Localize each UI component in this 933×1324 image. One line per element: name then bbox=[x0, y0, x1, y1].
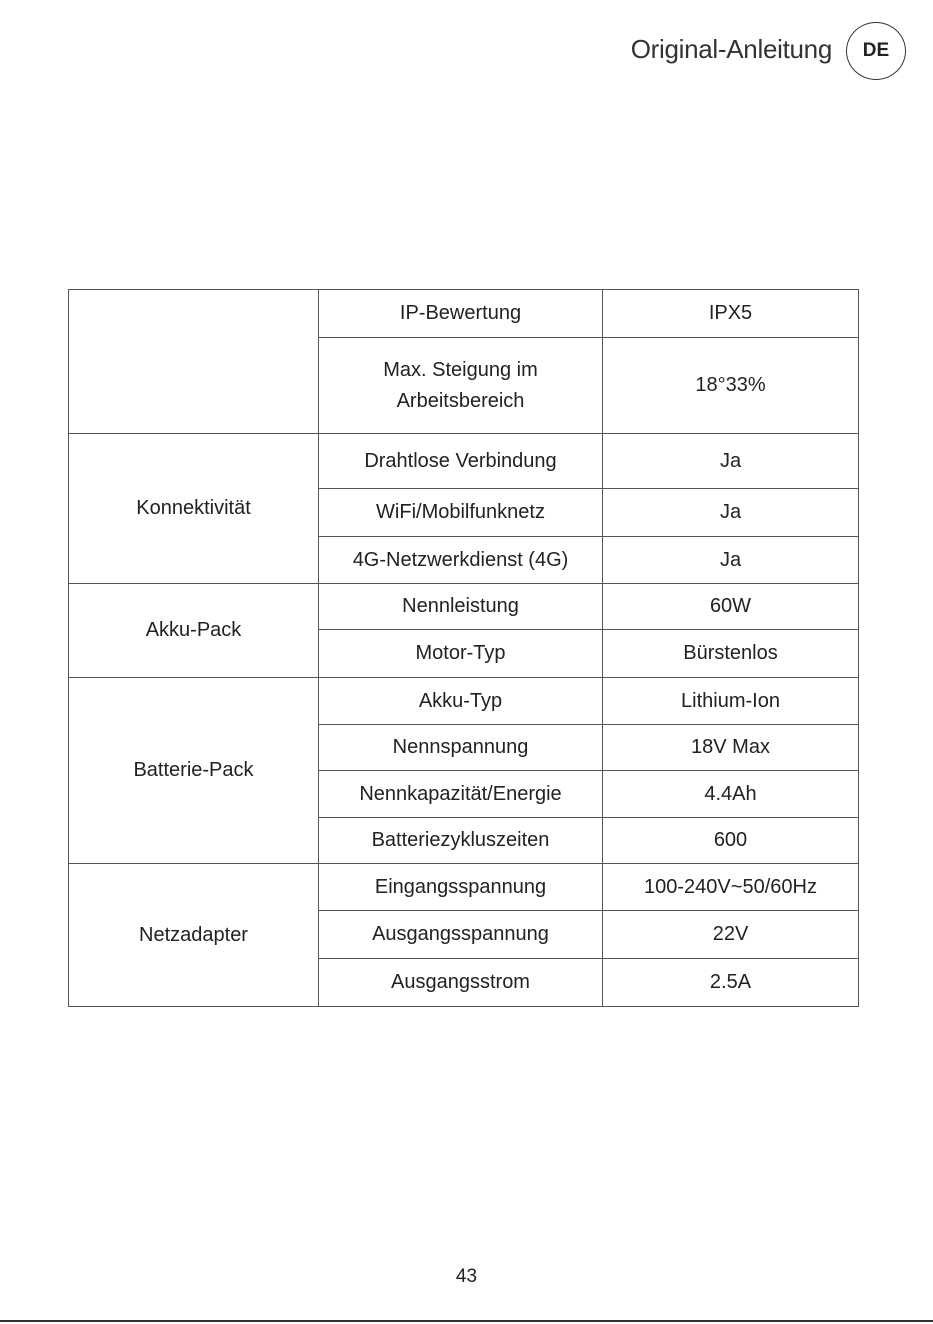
value-cell: 2.5A bbox=[603, 959, 859, 1007]
value-cell: Ja bbox=[603, 489, 859, 537]
language-badge: DE bbox=[846, 22, 906, 80]
category-cell: Netzadapter bbox=[69, 864, 319, 1007]
value-cell: 4.4Ah bbox=[603, 771, 859, 818]
property-cell: Batteriezykluszeiten bbox=[319, 818, 603, 864]
document-title: Original-Anleitung bbox=[630, 34, 832, 64]
property-cell: Ausgangsstrom bbox=[319, 959, 603, 1007]
property-cell: Motor-Typ bbox=[319, 630, 603, 678]
property-cell: Ausgangsspannung bbox=[319, 911, 603, 959]
value-cell: 18°33% bbox=[603, 338, 859, 434]
category-cell: Konnektivität bbox=[69, 434, 319, 584]
property-cell: IP-Bewertung bbox=[319, 290, 603, 338]
property-cell: Nennspannung bbox=[319, 725, 603, 771]
category-cell: Akku-Pack bbox=[69, 584, 319, 678]
spec-table bbox=[68, 289, 859, 1007]
property-cell: 4G-Netzwerkdienst (4G) bbox=[319, 537, 603, 584]
value-cell: 100-240V~50/60Hz bbox=[603, 864, 859, 911]
table-row bbox=[69, 584, 859, 630]
value-cell: Lithium-Ion bbox=[603, 678, 859, 725]
property-cell: WiFi/Mobilfunknetz bbox=[319, 489, 603, 537]
value-cell: Ja bbox=[603, 537, 859, 584]
property-cell: Eingangsspannung bbox=[319, 864, 603, 911]
category-cell bbox=[69, 290, 319, 434]
value-cell: 22V bbox=[603, 911, 859, 959]
property-cell: Akku-Typ bbox=[319, 678, 603, 725]
property-cell: Nennkapazität/Energie bbox=[319, 771, 603, 818]
property-cell: Drahtlose Verbindung bbox=[319, 434, 603, 489]
page-number: 43 bbox=[455, 1266, 478, 1287]
value-cell: IPX5 bbox=[603, 290, 859, 338]
table-row bbox=[69, 434, 859, 489]
category-cell: Batterie-Pack bbox=[69, 678, 319, 864]
value-cell: 60W bbox=[603, 584, 859, 630]
table-row bbox=[69, 290, 859, 338]
table-row bbox=[69, 678, 859, 725]
bottom-divider bbox=[0, 1320, 933, 1322]
value-cell: Bürstenlos bbox=[603, 630, 859, 678]
property-cell: Nennleistung bbox=[319, 584, 603, 630]
property-cell: Max. Steigung im Arbeitsbereich bbox=[319, 338, 603, 434]
table-row bbox=[69, 864, 859, 911]
value-cell: 18V Max bbox=[603, 725, 859, 771]
value-cell: Ja bbox=[603, 434, 859, 489]
value-cell: 600 bbox=[603, 818, 859, 864]
